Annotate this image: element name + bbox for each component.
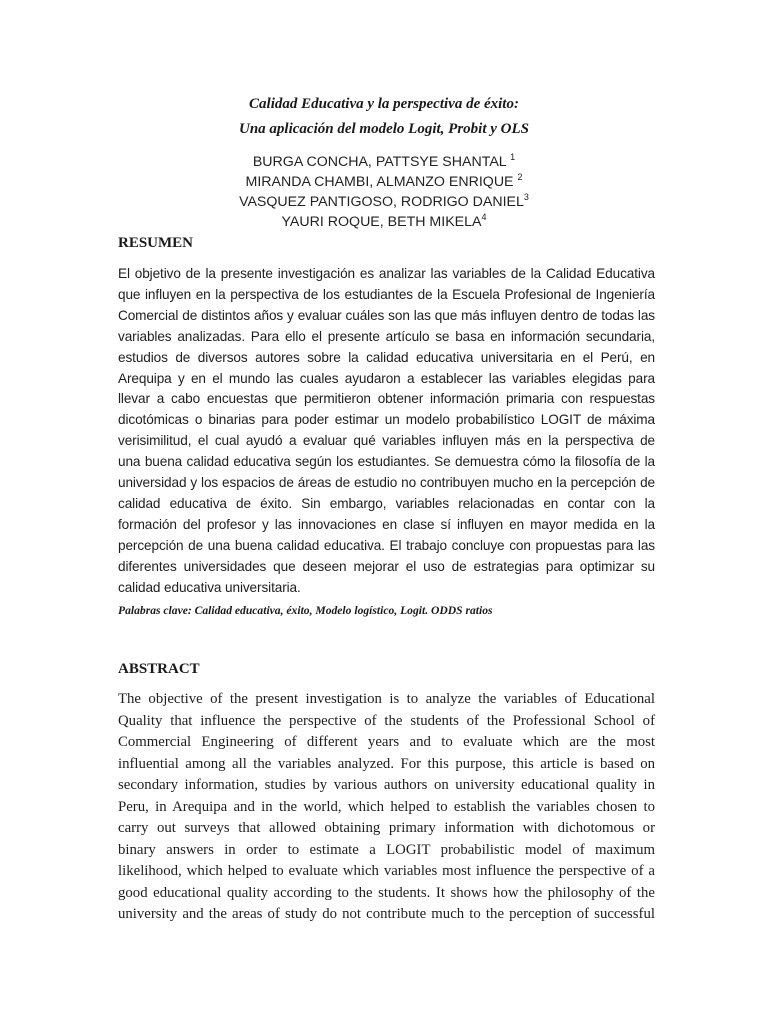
- author-list: [0, 152, 768, 232]
- text-line: formación del profesor y las innovaciones en clase sí influyen en mayor medida en la: [118, 516, 655, 532]
- text-line: binary answers in order to estimate a LOGIT probabilistic model of maximum: [118, 841, 655, 858]
- text-line: una buena calidad educativa según los estudiantes. Se demuestra cómo la filosofía de la: [118, 454, 655, 470]
- text-line: calidad educativa universitaria.: [118, 579, 301, 595]
- text-line: good educational quality according to the students. It shows how the philosophy of the: [118, 884, 655, 901]
- text-line: secondary information, studies by various authors on university educational quality in: [118, 777, 655, 793]
- title-line-2: Una aplicación del modelo Logit, Probit y OLS: [239, 121, 529, 137]
- text-line: carry out surveys that allowed obtaining primary information with dichotomous or: [118, 820, 655, 836]
- author-name: MIRANDA CHAMBI, ALMANZO ENRIQUE: [245, 174, 514, 190]
- text-line: El objetivo de la presente investigación es analizar las variables de la Calidad Educativa: [118, 266, 655, 281]
- text-line: Comercial de distintos años y evaluar cuáles son las que más influyen dentro de todas las: [118, 307, 655, 323]
- text-line: Commercial Engineering of different years and to evaluate which are the most: [118, 734, 655, 750]
- text-line: Peru, in Arequipa and in the world, which helped to establish the variables chosen to: [118, 798, 655, 815]
- text-line: variables analizadas. Para ello el presente artículo se basa en información secundaria,: [118, 328, 655, 344]
- text-line: diferentes universidades que deseen mejorar el uso de estrategias para optimizar su: [118, 558, 655, 574]
- text-line: dicotómicas o binarias para poder estimar un modelo probabilístico LOGIT de máxima: [118, 412, 655, 428]
- text-line: universidad y los espacios de áreas de estudio no contribuyen mucho en la percepción de: [118, 475, 655, 491]
- affiliation-mark: 4: [481, 212, 487, 222]
- text-line: que influyen en la perspectiva de los estudiantes de la Escuela Profesional de Ingeniería: [118, 286, 655, 302]
- resumen-paragraph: [118, 264, 655, 599]
- affiliation-mark: 2: [517, 172, 523, 182]
- text-line: Arequipa y en el mundo las cuales ayudaron a establecer las variables elegidas para: [118, 370, 655, 386]
- text-line: llevar a cabo encuestas que permitieron obtener información primaria con respuestas: [118, 391, 655, 407]
- author-name: VASQUEZ PANTIGOSO, RODRIGO DANIEL: [239, 194, 524, 210]
- keywords: Palabras clave: Calidad educativa, éxito, Modelo logístico, Logit. ODDS ratios: [118, 604, 493, 617]
- text-line: likelihood, which helped to evaluate which variables most influence the perspective of a: [118, 863, 655, 879]
- affiliation-mark: 1: [510, 152, 516, 162]
- text-line: Quality that influence the perspective of the students of the Professional School of: [118, 712, 655, 729]
- text-line: university and the areas of study do not contribute much to the perception of successful: [118, 906, 655, 922]
- text-line: estudios de diversos autores sobre la calidad educativa universitaria en el Perú, en: [118, 349, 655, 365]
- author-name: BURGA CONCHA, PATTSYE SHANTAL: [252, 154, 507, 170]
- abstract-paragraph: [118, 689, 655, 926]
- author-name: YAURI ROQUE, BETH MIKELA: [281, 214, 482, 230]
- text-line: verisimilitud, el cual ayudó a evaluar qué variables influyen más en la perspectiva de: [118, 433, 655, 449]
- author-line: [0, 152, 768, 172]
- author-line: [0, 212, 768, 232]
- abstract-heading: ABSTRACT: [118, 661, 200, 677]
- text-line: percepción de una buena calidad educativa. El trabajo concluye con propuestas para las: [118, 537, 655, 553]
- text-line: calidad educativa de éxito. Sin embargo, variables relacionadas en contar con la: [118, 495, 655, 511]
- text-line: The objective of the present investigation is to analyze the variables of Educational: [118, 691, 655, 707]
- title-line-1: Calidad Educativa y la perspectiva de éxito:: [249, 96, 519, 112]
- resumen-heading: RESUMEN: [118, 235, 194, 251]
- author-line: [0, 172, 768, 192]
- affiliation-mark: 3: [523, 192, 529, 202]
- text-line: influential among all the variables analyzed. For this purpose, this article is based on: [118, 755, 655, 772]
- author-line: [0, 192, 768, 212]
